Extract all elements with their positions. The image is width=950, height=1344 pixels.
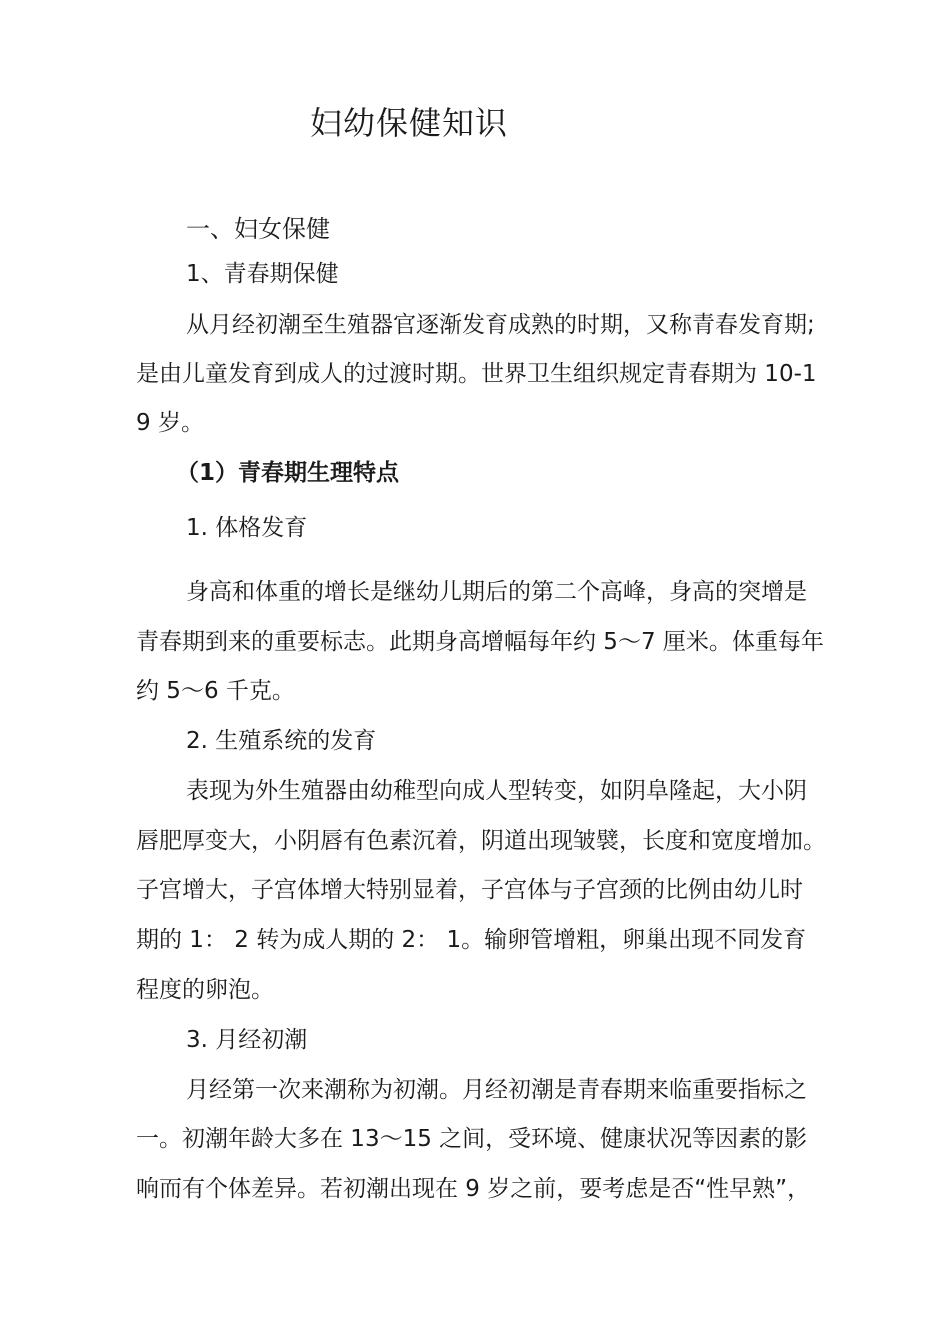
paragraph-line: 月经第一次来潮称为初潮。月经初潮是青春期来临重要指标之 bbox=[186, 1077, 807, 1103]
item-heading: 1. 体格发育 bbox=[186, 515, 308, 541]
paragraph-line: 期的 1： 2 转为成人期的 2： 1。输卵管增粗，卵巢出现不同发育 bbox=[136, 927, 807, 953]
paragraph-line: 约 5～6 千克。 bbox=[136, 678, 295, 704]
subheading-physiology: （1）青春期生理特点 bbox=[176, 460, 400, 486]
paragraph-line: 从月经初潮至生殖器官逐渐发育成熟的时期，又称青春发育期; bbox=[186, 312, 815, 338]
paragraph-line: 是由儿童发育到成人的过渡时期。世界卫生组织规定青春期为 10-1 bbox=[136, 361, 817, 387]
item-heading: 2. 生殖系统的发育 bbox=[186, 728, 377, 754]
paragraph-line: 表现为外生殖器由幼稚型向成人型转变，如阴阜隆起，大小阴 bbox=[186, 778, 807, 804]
paragraph-line: 9 岁。 bbox=[136, 410, 204, 436]
subsection-heading: 1、青春期保健 bbox=[186, 261, 339, 287]
item-heading: 3. 月经初潮 bbox=[186, 1027, 308, 1053]
paragraph-line: 唇肥厚变大，小阴唇有色素沉着，阴道出现皱襞，长度和宽度增加。 bbox=[136, 828, 826, 854]
paragraph-line: 响而有个体差异。若初潮出现在 9 岁之前，要考虑是否“性早熟”， bbox=[136, 1176, 811, 1202]
paragraph-line: 青春期到来的重要标志。此期身高增幅每年约 5～7 厘米。体重每年 bbox=[136, 629, 824, 655]
page-title: 妇幼保健知识 bbox=[310, 104, 509, 142]
paragraph-line: 程度的卵泡。 bbox=[136, 977, 274, 1003]
paragraph-line: 身高和体重的增长是继幼儿期后的第二个高峰，身高的突增是 bbox=[186, 579, 807, 605]
paragraph-line: 一。初潮年龄大多在 13～15 之间，受环境、健康状况等因素的影 bbox=[136, 1126, 808, 1152]
section-heading: 一、妇女保健 bbox=[186, 215, 330, 243]
paragraph-line: 子宫增大，子宫体增大特别显着，子宫体与子宫颈的比例由幼儿时 bbox=[136, 877, 803, 903]
